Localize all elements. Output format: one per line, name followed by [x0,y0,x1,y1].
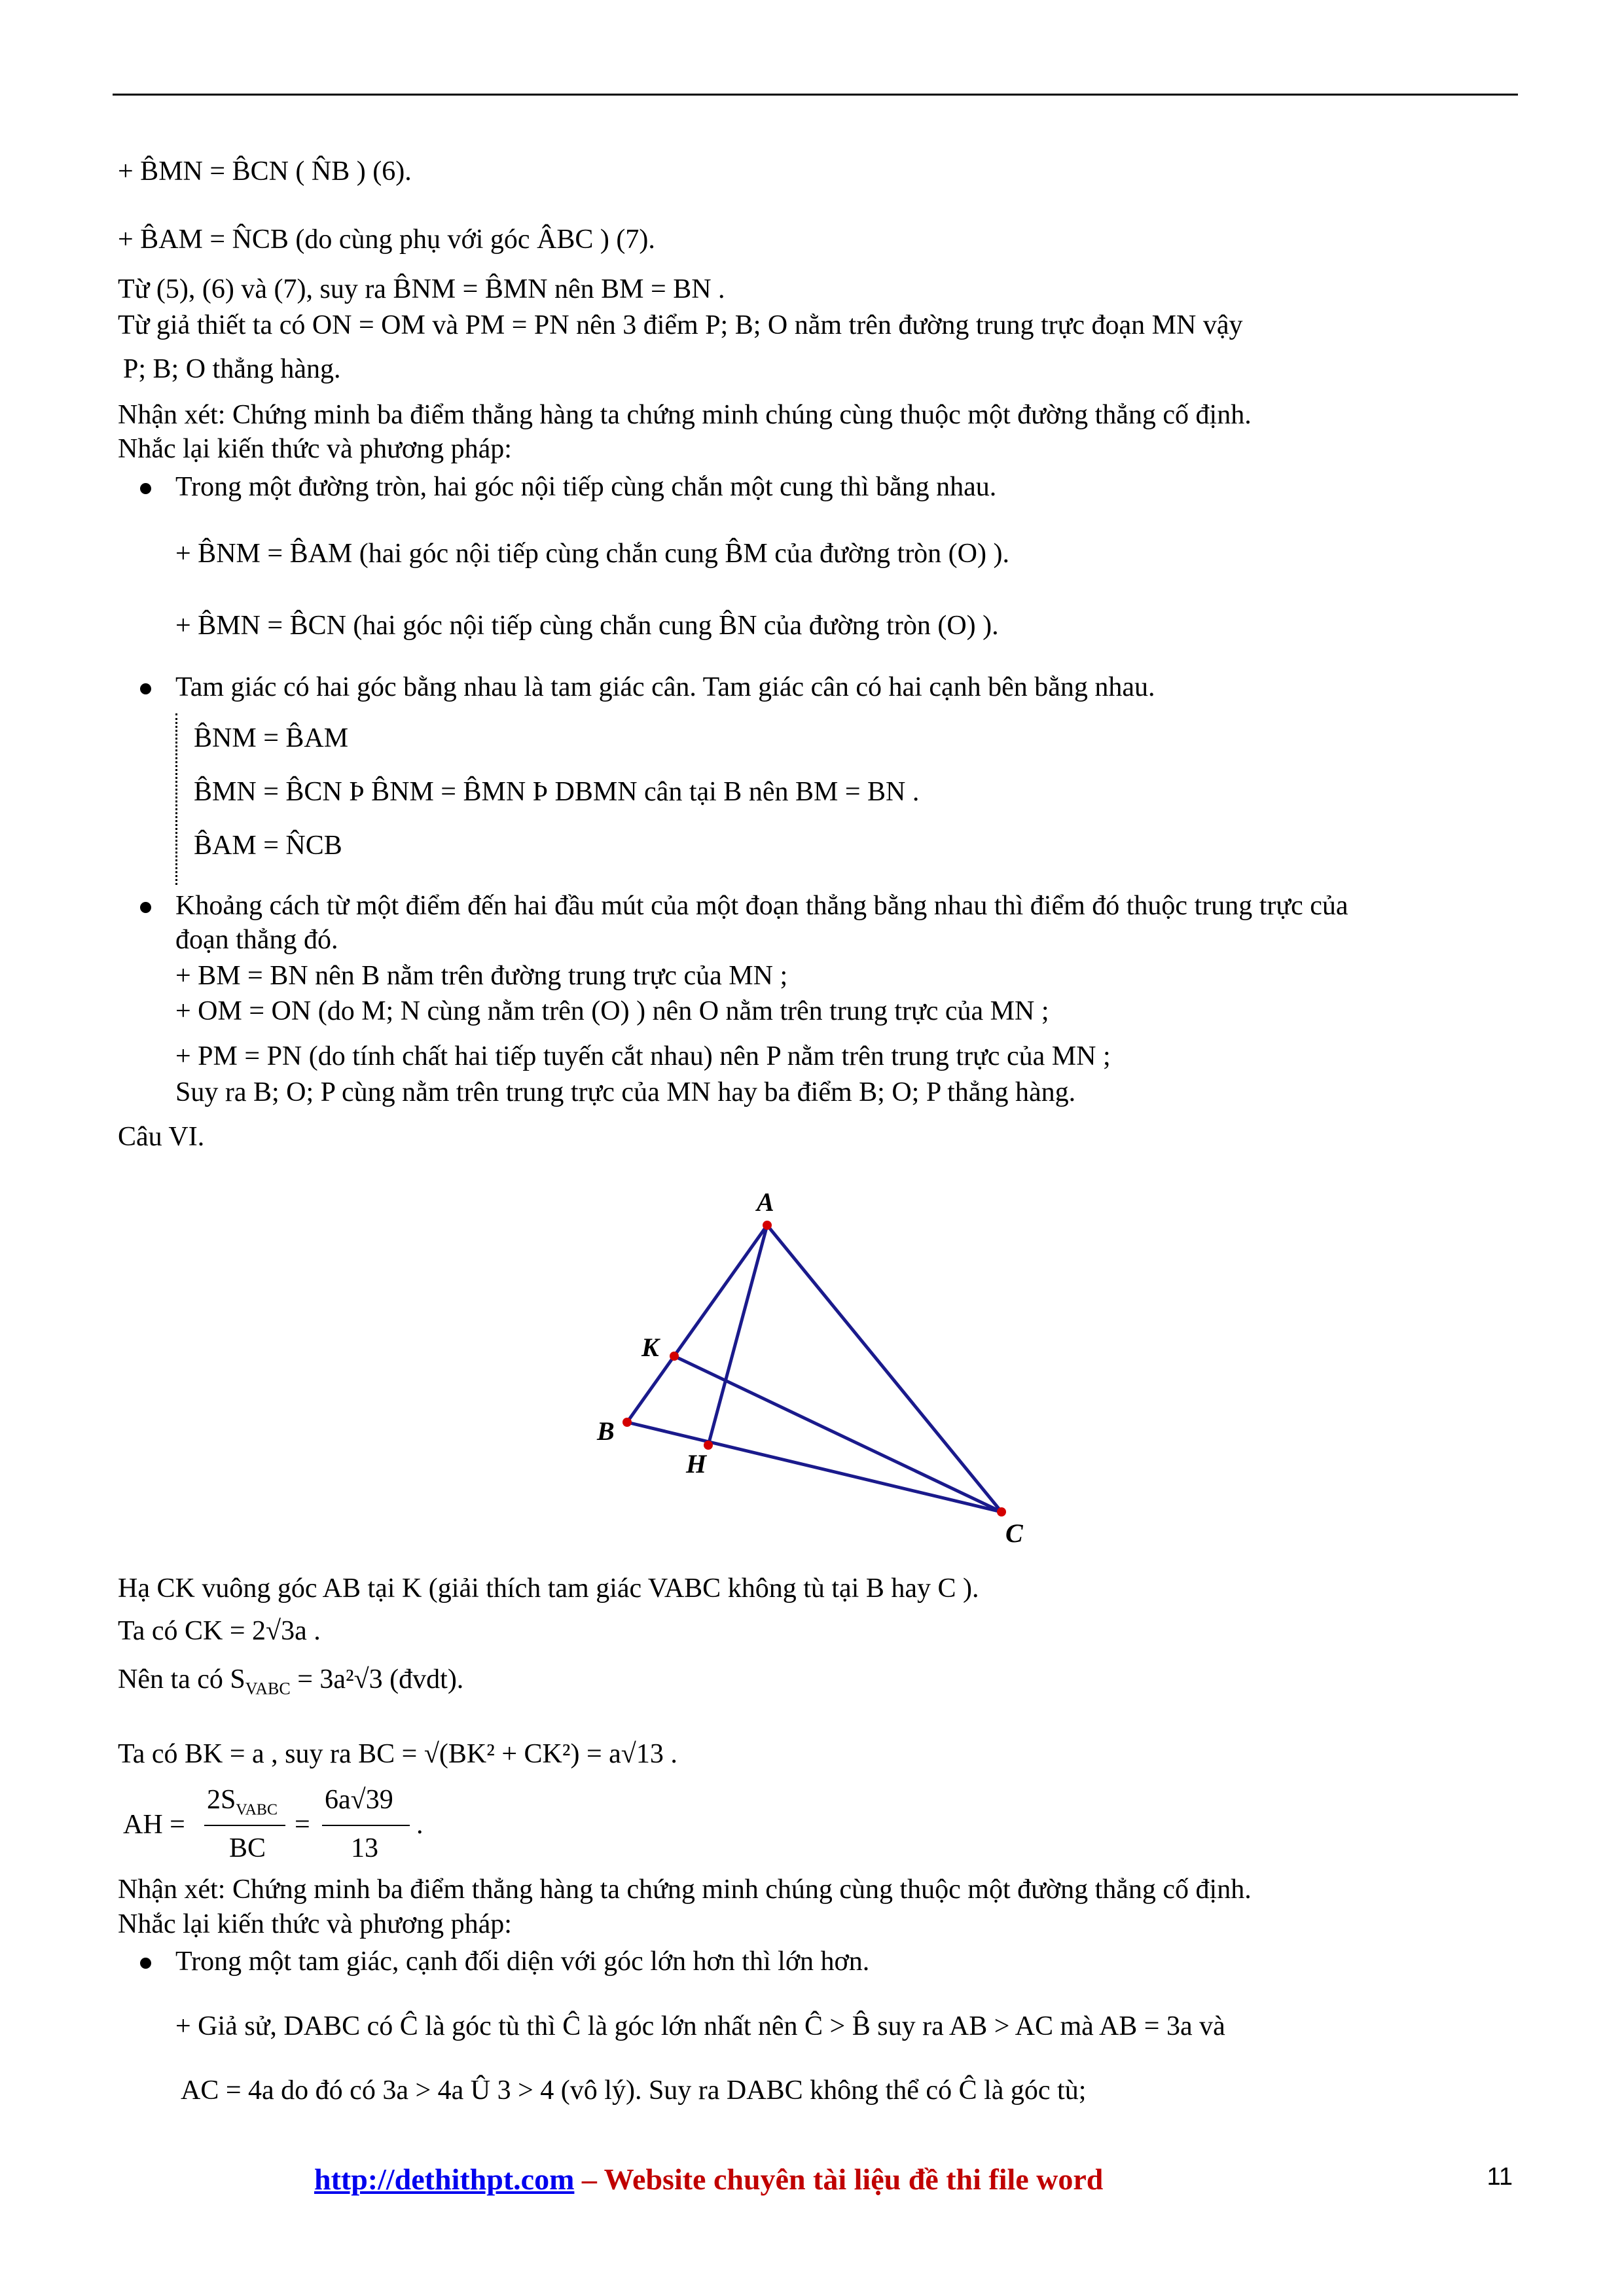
remark-line: Nhận xét: Chứng minh ba điểm thẳng hàng ta chứng minh chúng cùng thuộc một đường thẳng cố định. [118,400,1252,430]
bullet-text: Khoảng cách từ một điểm đến hai đầu mút của một đoạn thẳng bằng nhau thì điểm đó thuộc trung trực của [175,891,1348,921]
system-line: B̂AM = N̂CB [194,831,342,861]
text-line: Suy ra B; O; P cùng nằm trên trung trực của MN hay ba điểm B; O; P thẳng hàng. [175,1077,1076,1107]
system-line: B̂NM = B̂AM [194,723,349,753]
text-line: Từ giả thiết ta có ON = OM và PM = PN nên 3 điểm P; B; O nằm trên đường trung trực đoạn MN vậy [118,310,1243,340]
point-k [670,1352,679,1361]
segment-bc [627,1422,1001,1512]
segment-ck [674,1356,1001,1512]
label-a: A [757,1187,774,1217]
section-title: Câu VI. [118,1122,205,1152]
triangle-figure [576,1172,1074,1551]
text-line: + PM = PN (do tính chất hai tiếp tuyến cắt nhau) nên P nằm trên trung trực của MN ; [175,1041,1111,1071]
bullet-icon [140,1958,151,1969]
footer [314,2162,1103,2197]
segment-ac [767,1225,1001,1512]
text-line: P; B; O thẳng hàng. [123,354,341,384]
text-line: + OM = ON (do M; N cùng nằm trên (O) ) nên O nằm trên trung trực của MN ; [175,996,1049,1026]
system-brace [175,713,181,885]
point-h [704,1441,713,1450]
label-k: K [641,1333,659,1362]
label-c: C [1005,1518,1023,1548]
bullet-icon [140,483,151,494]
text-line: + B̂AM = N̂CB (do cùng phụ với góc ÂBC ) (7). [118,224,655,255]
bullet-text: Tam giác có hai góc bằng nhau là tam giác cân. Tam giác cân có hai cạnh bên bằng nhau. [175,672,1155,702]
bullet-icon [140,902,151,913]
text-line: + BM = BN nên B nằm trên đường trung trực của MN ; [175,961,788,991]
system-line: B̂MN = B̂CN Þ B̂NM = B̂MN Þ DBMN cân tại B nên BM = BN . [194,777,920,807]
footer-tagline: – Website chuyên tài liệu đề thi file word [574,2162,1104,2196]
segment-ah [708,1225,767,1445]
bullet-text: Trong một đường tròn, hai góc nội tiếp cùng chắn một cung thì bằng nhau. [175,472,997,502]
header-rule [113,94,1518,96]
text-line: Nhắc lại kiến thức và phương pháp: [118,1909,512,1939]
remark-line: Nhận xét: Chứng minh ba điểm thẳng hàng ta chứng minh chúng cùng thuộc một đường thẳng cố định. [118,1874,1252,1905]
point-a [763,1221,772,1230]
text-line: đoạn thẳng đó. [175,925,338,955]
text-line: Từ (5), (6) và (7), suy ra B̂NM = B̂MN nên BM = BN . [118,274,725,304]
page-number: 11 [1487,2163,1513,2191]
text-line: AC = 4a do đó có 3a > 4a Û 3 > 4 (vô lý). Suy ra DABC không thể có Ĉ là góc tù; [181,2075,1087,2106]
bullet-icon [140,683,151,694]
triangle-lines [627,1225,1001,1512]
segment-ab [627,1225,767,1422]
text-line: Ta có BK = a , suy ra BC = √(BK² + CK²) = a√13 . [118,1739,677,1769]
footer-link[interactable]: http://dethithpt.com [314,2162,575,2196]
bullet-text: Trong một tam giác, cạnh đối diện với góc lớn hơn thì lớn hơn. [175,1946,870,1977]
text-line: + B̂MN = B̂CN (hai góc nội tiếp cùng chắn cung B̂N của đường tròn (O) ). [175,611,999,641]
text-line: + B̂MN = B̂CN ( N̂B ) (6). [118,156,412,187]
triangle-points [623,1221,1006,1516]
text-line: + Giả sử, DABC có Ĉ là góc tù thì Ĉ là góc lớn nhất nên Ĉ > B̂ suy ra AB > AC mà AB = 3a và [175,2011,1225,2041]
label-b: B [597,1416,615,1446]
point-c [997,1507,1006,1516]
text-line: Ta có CK = 2√3a . [118,1616,321,1646]
text-line: + B̂NM = B̂AM (hai góc nội tiếp cùng chắn cung B̂M của đường tròn (O) ). [175,539,1009,569]
label-h: H [686,1449,707,1479]
text-line: Nên ta có $S_{VABC} = 3a^2√3$ (đvdt). [118,1664,464,1698]
ah-formula: AH = $2S_{VABC}$ BC = 6a√39 13 . [123,1785,424,1863]
point-b [623,1418,632,1427]
text-line: Hạ CK vuông góc AB tại K (giải thích tam giác VABC không tù tại B hay C ). [118,1573,979,1604]
text-line: Nhắc lại kiến thức và phương pháp: [118,434,512,464]
